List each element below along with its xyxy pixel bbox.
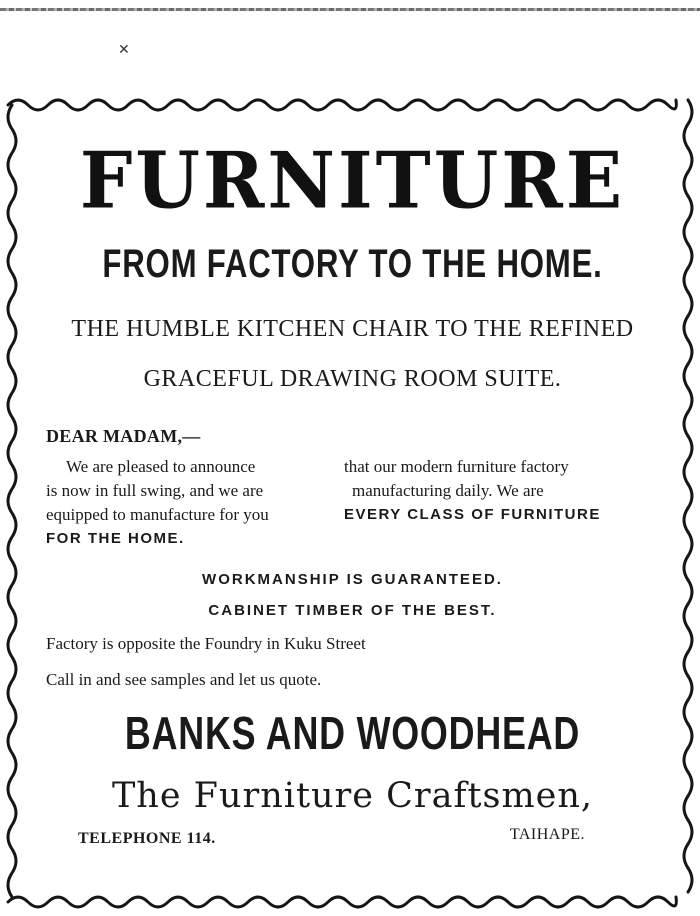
telephone: TELEPHONE 114. [78, 830, 216, 847]
body-text-right: EVERY CLASS OF FURNITURE [344, 506, 601, 523]
range-line-1: THE HUMBLE KITCHEN CHAIR TO THE REFINED [71, 316, 634, 342]
body-text-left: FOR THE HOME. [46, 530, 185, 547]
call-to-action: Call in and see samples and let us quote. [46, 670, 322, 689]
border-right [684, 100, 692, 892]
border-left [8, 105, 16, 897]
body-text-right: manufacturing daily. We are [352, 481, 544, 500]
firm-title: The Furniture Craftsmen, [111, 776, 594, 816]
tagline: FROM FACTORY TO THE HOME. [102, 242, 603, 286]
factory-location: Factory is opposite the Foundry in Kuku Street [46, 634, 366, 653]
salutation: DEAR MADAM,— [46, 426, 201, 446]
town: TAIHAPE. [509, 826, 585, 843]
body-text [46, 455, 656, 551]
guarantee-line: WORKMANSHIP IS GUARANTEED. [202, 571, 503, 588]
body-text-left: equipped to manufacture for you [46, 505, 269, 524]
ink-speck: ✕ [118, 43, 130, 58]
border-top [8, 100, 676, 110]
body-text-left: is now in full swing, and we are [46, 481, 264, 500]
headline: FURNITURE [79, 135, 626, 227]
body-row [46, 455, 656, 479]
body-row [46, 479, 656, 503]
body-text-left: We are pleased to announce [66, 457, 256, 476]
firm-name: BANKS AND WOODHEAD [124, 707, 581, 759]
body-row [46, 503, 656, 527]
timber-line: CABINET TIMBER OF THE BEST. [208, 602, 497, 619]
body-row [46, 527, 656, 551]
body-text-right: that our modern furniture factory [344, 457, 569, 476]
advertisement [30, 110, 675, 900]
range-line-2: GRACEFUL DRAWING ROOM SUITE. [143, 366, 562, 392]
